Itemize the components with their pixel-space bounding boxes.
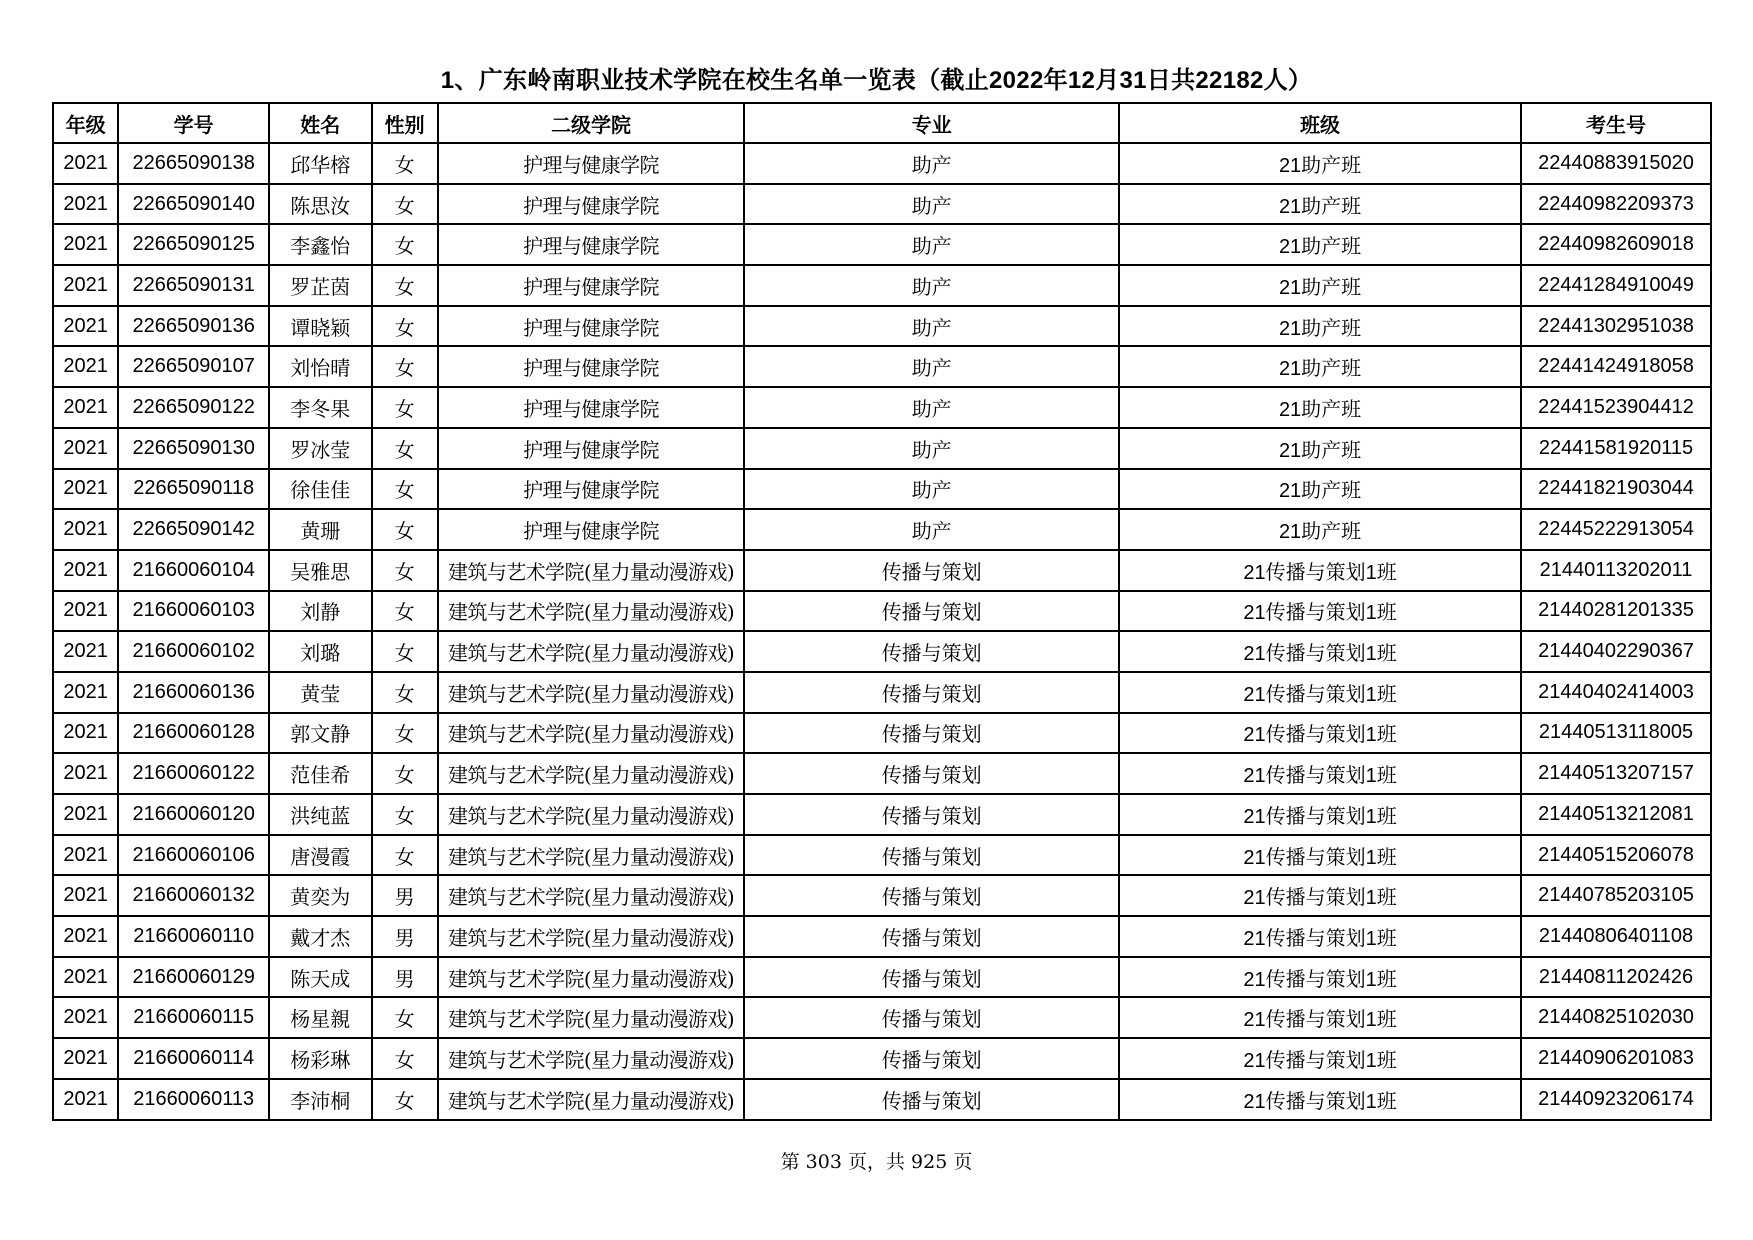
cell-class: 21助产班 — [1119, 265, 1521, 306]
cell-class: 21助产班 — [1119, 306, 1521, 347]
cell-major: 助产 — [744, 306, 1119, 347]
cell-exam-number: 21440923206174 — [1521, 1079, 1711, 1120]
cell-exam-number: 21440811202426 — [1521, 957, 1711, 998]
cell-major: 助产 — [744, 387, 1119, 428]
cell-college: 建筑与艺术学院(星力量动漫游戏) — [438, 672, 744, 713]
cell-student-id: 21660060103 — [118, 591, 269, 632]
cell-exam-number: 22445222913054 — [1521, 509, 1711, 550]
cell-class: 21传播与策划1班 — [1119, 835, 1521, 876]
cell-major: 助产 — [744, 224, 1119, 265]
cell-college: 护理与健康学院 — [438, 265, 744, 306]
cell-major: 助产 — [744, 509, 1119, 550]
cell-grade: 2021 — [53, 713, 118, 754]
cell-major: 传播与策划 — [744, 794, 1119, 835]
cell-grade: 2021 — [53, 794, 118, 835]
cell-student-id: 21660060120 — [118, 794, 269, 835]
cell-name: 徐佳佳 — [269, 469, 371, 510]
cell-name: 杨星親 — [269, 997, 371, 1038]
cell-exam-number: 21440785203105 — [1521, 875, 1711, 916]
cell-grade: 2021 — [53, 997, 118, 1038]
cell-exam-number: 22441302951038 — [1521, 306, 1711, 347]
cell-grade: 2021 — [53, 875, 118, 916]
cell-gender: 女 — [372, 713, 438, 754]
cell-grade: 2021 — [53, 835, 118, 876]
cell-college: 建筑与艺术学院(星力量动漫游戏) — [438, 875, 744, 916]
cell-student-id: 22665090138 — [118, 143, 269, 184]
cell-college: 护理与健康学院 — [438, 306, 744, 347]
cell-student-id: 21660060102 — [118, 631, 269, 672]
cell-exam-number: 22440883915020 — [1521, 143, 1711, 184]
table-row — [53, 916, 1711, 957]
table-row — [53, 184, 1711, 225]
cell-class: 21传播与策划1班 — [1119, 713, 1521, 754]
cell-college: 护理与健康学院 — [438, 224, 744, 265]
table-row — [53, 1079, 1711, 1120]
cell-student-id: 22665090130 — [118, 428, 269, 469]
cell-class: 21传播与策划1班 — [1119, 672, 1521, 713]
cell-exam-number: 21440281201335 — [1521, 591, 1711, 632]
cell-student-id: 22665090118 — [118, 469, 269, 510]
cell-college: 护理与健康学院 — [438, 387, 744, 428]
cell-grade: 2021 — [53, 957, 118, 998]
cell-major: 传播与策划 — [744, 957, 1119, 998]
cell-exam-number: 22441424918058 — [1521, 346, 1711, 387]
cell-exam-number: 21440825102030 — [1521, 997, 1711, 1038]
cell-class: 21助产班 — [1119, 509, 1521, 550]
cell-major: 助产 — [744, 346, 1119, 387]
table-row — [53, 469, 1711, 510]
cell-exam-number: 21440402290367 — [1521, 631, 1711, 672]
cell-student-id: 21660060115 — [118, 997, 269, 1038]
cell-student-id: 21660060129 — [118, 957, 269, 998]
cell-gender: 男 — [372, 916, 438, 957]
cell-name: 黄奕为 — [269, 875, 371, 916]
table-row — [53, 428, 1711, 469]
cell-student-id: 21660060128 — [118, 713, 269, 754]
cell-class: 21传播与策划1班 — [1119, 591, 1521, 632]
cell-name: 罗芷茵 — [269, 265, 371, 306]
cell-major: 传播与策划 — [744, 631, 1119, 672]
cell-exam-number: 21440513207157 — [1521, 753, 1711, 794]
cell-class: 21传播与策划1班 — [1119, 916, 1521, 957]
cell-gender: 女 — [372, 387, 438, 428]
cell-name: 刘怡晴 — [269, 346, 371, 387]
cell-exam-number: 21440113202011 — [1521, 550, 1711, 591]
cell-name: 唐漫霞 — [269, 835, 371, 876]
cell-class: 21传播与策划1班 — [1119, 1079, 1521, 1120]
table-row — [53, 753, 1711, 794]
cell-gender: 女 — [372, 997, 438, 1038]
table-row — [53, 509, 1711, 550]
cell-name: 谭晓颖 — [269, 306, 371, 347]
cell-class: 21助产班 — [1119, 184, 1521, 225]
header-gender: 性别 — [372, 103, 438, 143]
cell-major: 传播与策划 — [744, 1038, 1119, 1079]
cell-class: 21助产班 — [1119, 428, 1521, 469]
header-grade: 年级 — [53, 103, 118, 143]
cell-student-id: 22665090125 — [118, 224, 269, 265]
cell-major: 助产 — [744, 184, 1119, 225]
cell-grade: 2021 — [53, 1038, 118, 1079]
cell-student-id: 21660060110 — [118, 916, 269, 957]
cell-class: 21助产班 — [1119, 469, 1521, 510]
cell-class: 21传播与策划1班 — [1119, 753, 1521, 794]
header-major: 专业 — [744, 103, 1119, 143]
table-row — [53, 550, 1711, 591]
cell-gender: 女 — [372, 306, 438, 347]
cell-grade: 2021 — [53, 224, 118, 265]
cell-grade: 2021 — [53, 387, 118, 428]
cell-name: 范佳希 — [269, 753, 371, 794]
cell-major: 传播与策划 — [744, 591, 1119, 632]
cell-major: 传播与策划 — [744, 672, 1119, 713]
cell-grade: 2021 — [53, 184, 118, 225]
cell-name: 李沛桐 — [269, 1079, 371, 1120]
cell-gender: 男 — [372, 875, 438, 916]
cell-gender: 女 — [372, 794, 438, 835]
cell-college: 护理与健康学院 — [438, 509, 744, 550]
cell-grade: 2021 — [53, 631, 118, 672]
cell-gender: 女 — [372, 428, 438, 469]
cell-name: 刘璐 — [269, 631, 371, 672]
cell-class: 21传播与策划1班 — [1119, 1038, 1521, 1079]
cell-college: 建筑与艺术学院(星力量动漫游戏) — [438, 753, 744, 794]
cell-grade: 2021 — [53, 428, 118, 469]
header-name: 姓名 — [269, 103, 371, 143]
table-row — [53, 1038, 1711, 1079]
cell-exam-number: 22440982609018 — [1521, 224, 1711, 265]
table-header-row — [53, 103, 1711, 143]
cell-name: 刘静 — [269, 591, 371, 632]
table-row — [53, 591, 1711, 632]
cell-gender: 女 — [372, 265, 438, 306]
cell-college: 护理与健康学院 — [438, 184, 744, 225]
cell-exam-number: 22441523904412 — [1521, 387, 1711, 428]
cell-name: 郭文静 — [269, 713, 371, 754]
cell-college: 建筑与艺术学院(星力量动漫游戏) — [438, 631, 744, 672]
cell-gender: 女 — [372, 1038, 438, 1079]
cell-college: 建筑与艺术学院(星力量动漫游戏) — [438, 794, 744, 835]
cell-exam-number: 22441284910049 — [1521, 265, 1711, 306]
cell-name: 邱华榕 — [269, 143, 371, 184]
cell-gender: 女 — [372, 672, 438, 713]
cell-college: 建筑与艺术学院(星力量动漫游戏) — [438, 550, 744, 591]
cell-name: 黄莹 — [269, 672, 371, 713]
cell-grade: 2021 — [53, 265, 118, 306]
cell-major: 传播与策划 — [744, 997, 1119, 1038]
cell-gender: 女 — [372, 346, 438, 387]
cell-exam-number: 22440982209373 — [1521, 184, 1711, 225]
cell-major: 助产 — [744, 469, 1119, 510]
table-row — [53, 835, 1711, 876]
cell-class: 21助产班 — [1119, 143, 1521, 184]
cell-name: 戴才杰 — [269, 916, 371, 957]
cell-student-id: 21660060106 — [118, 835, 269, 876]
cell-name: 洪纯蓝 — [269, 794, 371, 835]
cell-student-id: 21660060113 — [118, 1079, 269, 1120]
cell-college: 护理与健康学院 — [438, 346, 744, 387]
cell-gender: 女 — [372, 184, 438, 225]
cell-grade: 2021 — [53, 591, 118, 632]
cell-student-id: 22665090122 — [118, 387, 269, 428]
cell-major: 助产 — [744, 143, 1119, 184]
cell-major: 传播与策划 — [744, 916, 1119, 957]
cell-gender: 女 — [372, 835, 438, 876]
cell-exam-number: 21440402414003 — [1521, 672, 1711, 713]
header-class: 班级 — [1119, 103, 1521, 143]
cell-student-id: 22665090107 — [118, 346, 269, 387]
cell-gender: 女 — [372, 591, 438, 632]
cell-class: 21助产班 — [1119, 224, 1521, 265]
cell-major: 传播与策划 — [744, 713, 1119, 754]
cell-gender: 女 — [372, 631, 438, 672]
cell-student-id: 22665090142 — [118, 509, 269, 550]
cell-class: 21传播与策划1班 — [1119, 631, 1521, 672]
cell-class: 21传播与策划1班 — [1119, 997, 1521, 1038]
cell-college: 建筑与艺术学院(星力量动漫游戏) — [438, 997, 744, 1038]
cell-grade: 2021 — [53, 306, 118, 347]
cell-major: 传播与策划 — [744, 753, 1119, 794]
cell-name: 杨彩琳 — [269, 1038, 371, 1079]
cell-class: 21助产班 — [1119, 346, 1521, 387]
cell-student-id: 21660060122 — [118, 753, 269, 794]
table-row — [53, 997, 1711, 1038]
header-college: 二级学院 — [438, 103, 744, 143]
cell-student-id: 21660060114 — [118, 1038, 269, 1079]
cell-gender: 男 — [372, 957, 438, 998]
cell-grade: 2021 — [53, 753, 118, 794]
cell-exam-number: 22441821903044 — [1521, 469, 1711, 510]
cell-grade: 2021 — [53, 916, 118, 957]
cell-grade: 2021 — [53, 509, 118, 550]
cell-college: 建筑与艺术学院(星力量动漫游戏) — [438, 957, 744, 998]
cell-grade: 2021 — [53, 143, 118, 184]
cell-grade: 2021 — [53, 346, 118, 387]
cell-gender: 女 — [372, 509, 438, 550]
cell-exam-number: 21440515206078 — [1521, 835, 1711, 876]
cell-college: 护理与健康学院 — [438, 469, 744, 510]
cell-student-id: 21660060104 — [118, 550, 269, 591]
cell-exam-number: 21440806401108 — [1521, 916, 1711, 957]
cell-major: 传播与策划 — [744, 550, 1119, 591]
cell-exam-number: 21440513118005 — [1521, 713, 1711, 754]
cell-major: 助产 — [744, 428, 1119, 469]
cell-name: 黄珊 — [269, 509, 371, 550]
cell-college: 建筑与艺术学院(星力量动漫游戏) — [438, 591, 744, 632]
cell-college: 建筑与艺术学院(星力量动漫游戏) — [438, 835, 744, 876]
cell-major: 传播与策划 — [744, 1079, 1119, 1120]
cell-grade: 2021 — [53, 550, 118, 591]
cell-gender: 女 — [372, 224, 438, 265]
table-row — [53, 672, 1711, 713]
cell-name: 陈天成 — [269, 957, 371, 998]
cell-grade: 2021 — [53, 469, 118, 510]
cell-major: 传播与策划 — [744, 875, 1119, 916]
cell-student-id: 22665090136 — [118, 306, 269, 347]
cell-gender: 女 — [372, 143, 438, 184]
cell-student-id: 21660060132 — [118, 875, 269, 916]
cell-gender: 女 — [372, 753, 438, 794]
cell-name: 李鑫怡 — [269, 224, 371, 265]
cell-college: 建筑与艺术学院(星力量动漫游戏) — [438, 713, 744, 754]
cell-exam-number: 22441581920115 — [1521, 428, 1711, 469]
table-row — [53, 387, 1711, 428]
table-row — [53, 957, 1711, 998]
cell-class: 21传播与策划1班 — [1119, 794, 1521, 835]
cell-grade: 2021 — [53, 672, 118, 713]
cell-class: 21传播与策划1班 — [1119, 875, 1521, 916]
table-row — [53, 875, 1711, 916]
cell-college: 建筑与艺术学院(星力量动漫游戏) — [438, 1079, 744, 1120]
cell-name: 陈思汝 — [269, 184, 371, 225]
table-row — [53, 346, 1711, 387]
table-body — [53, 143, 1711, 1120]
table-row — [53, 224, 1711, 265]
cell-college: 护理与健康学院 — [438, 428, 744, 469]
table-row — [53, 306, 1711, 347]
cell-class: 21传播与策划1班 — [1119, 550, 1521, 591]
cell-exam-number: 21440513212081 — [1521, 794, 1711, 835]
cell-grade: 2021 — [53, 1079, 118, 1120]
cell-college: 护理与健康学院 — [438, 143, 744, 184]
cell-gender: 女 — [372, 1079, 438, 1120]
cell-name: 罗冰莹 — [269, 428, 371, 469]
cell-gender: 女 — [372, 469, 438, 510]
cell-major: 助产 — [744, 265, 1119, 306]
header-student-id: 学号 — [118, 103, 269, 143]
cell-student-id: 21660060136 — [118, 672, 269, 713]
student-roster-table — [52, 102, 1712, 1121]
table-row — [53, 265, 1711, 306]
cell-exam-number: 21440906201083 — [1521, 1038, 1711, 1079]
cell-gender: 女 — [372, 550, 438, 591]
header-exam-number: 考生号 — [1521, 103, 1711, 143]
table-row — [53, 631, 1711, 672]
cell-name: 吴雅思 — [269, 550, 371, 591]
table-row — [53, 143, 1711, 184]
cell-name: 李冬果 — [269, 387, 371, 428]
cell-student-id: 22665090131 — [118, 265, 269, 306]
table-row — [53, 713, 1711, 754]
page-number-footer: 第 303 页，共 925 页 — [780, 1151, 973, 1173]
cell-college: 建筑与艺术学院(星力量动漫游戏) — [438, 1038, 744, 1079]
page-title: 1、广东岭南职业技术学院在校生名单一览表（截止2022年12月31日共22182人） — [440, 67, 1313, 94]
cell-major: 传播与策划 — [744, 835, 1119, 876]
cell-class: 21传播与策划1班 — [1119, 957, 1521, 998]
cell-class: 21助产班 — [1119, 387, 1521, 428]
cell-college: 建筑与艺术学院(星力量动漫游戏) — [438, 916, 744, 957]
cell-student-id: 22665090140 — [118, 184, 269, 225]
table-row — [53, 794, 1711, 835]
